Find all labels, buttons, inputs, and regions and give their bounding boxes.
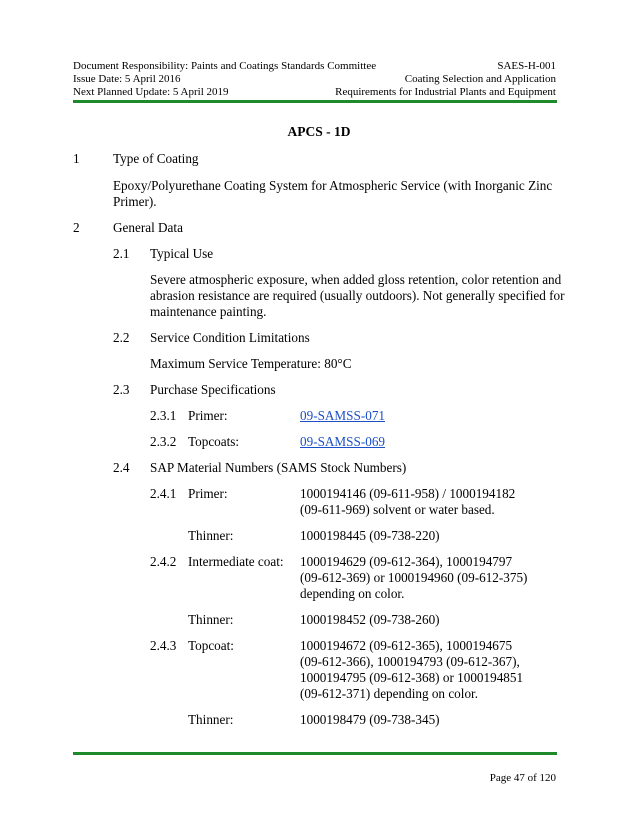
section-2-4-3-line1: 1000194672 (09-612-365), 1000194675: [300, 638, 513, 653]
thinner-3-label: Thinner:: [188, 712, 234, 727]
section-2-2-heading: Service Condition Limitations: [150, 330, 310, 345]
thinner-1-value: 1000198445 (09-738-220): [300, 528, 440, 543]
section-2-4-1-line1: 1000194146 (09-611-958) / 1000194182: [300, 486, 516, 501]
thinner-1-label: Thinner:: [188, 528, 234, 543]
section-2-1-line2: abrasion resistance are required (usually outdoors). Not generally specified for: [150, 288, 565, 303]
section-2-3-heading: Purchase Specifications: [150, 382, 276, 397]
header-rule: [73, 100, 557, 103]
section-1-text-line1: Epoxy/Polyurethane Coating System for Atmospheric Service (with Inorganic Zinc: [113, 178, 553, 193]
section-2-4-3-number: 2.4.3: [150, 638, 177, 653]
section-2-4-2-line2: (09-612-369) or 1000194960 (09-612-375): [300, 570, 528, 585]
header-next-update: Next Planned Update: 5 April 2019: [73, 86, 229, 98]
section-2-4-heading: SAP Material Numbers (SAMS Stock Numbers): [150, 460, 407, 475]
header-issue-date: Issue Date: 5 April 2016: [73, 73, 181, 85]
section-2-3-2-label: Topcoats:: [188, 434, 240, 449]
primer-spec-link[interactable]: 09-SAMSS-071: [300, 408, 386, 423]
header-doc-number: SAES-H-001: [497, 60, 556, 72]
section-2-4-3-line2: (09-612-366), 1000194793 (09-612-367),: [300, 654, 520, 669]
section-2-3-1-label: Primer:: [188, 408, 228, 423]
section-2-1-line3: maintenance painting.: [150, 304, 267, 319]
thinner-2-label: Thinner:: [188, 612, 234, 627]
section-1-number: 1: [73, 151, 80, 166]
section-2-4-2-line1: 1000194629 (09-612-364), 1000194797: [300, 554, 513, 569]
section-2-2-text: Maximum Service Temperature: 80°C: [150, 356, 352, 371]
section-2-4-3-line4: (09-612-371) depending on color.: [300, 686, 478, 701]
section-2-4-1-number: 2.4.1: [150, 486, 177, 501]
section-2-4-2-line3: depending on color.: [300, 586, 405, 601]
section-1-heading: Type of Coating: [113, 151, 199, 166]
section-2-4-1-line2: (09-611-969) solvent or water based.: [300, 502, 495, 517]
thinner-3-value: 1000198479 (09-738-345): [300, 712, 440, 727]
page-title: APCS - 1D: [287, 124, 351, 139]
section-1-text-line2: Primer).: [113, 194, 157, 209]
section-2-1-heading: Typical Use: [150, 246, 214, 261]
section-2-3-2-number: 2.3.2: [150, 434, 177, 449]
section-2-3-number: 2.3: [113, 382, 130, 397]
section-2-number: 2: [73, 220, 80, 235]
thinner-2-value: 1000198452 (09-738-260): [300, 612, 440, 627]
topcoat-spec-link[interactable]: 09-SAMSS-069: [300, 434, 386, 449]
section-2-4-1-label: Primer:: [188, 486, 228, 501]
section-2-4-2-number: 2.4.2: [150, 554, 177, 569]
header-subject-line1: Coating Selection and Application: [404, 73, 556, 85]
section-2-1-line1: Severe atmospheric exposure, when added gloss retention, color retention and: [150, 272, 562, 287]
section-2-4-2-label: Intermediate coat:: [188, 554, 284, 569]
section-2-4-3-line3: 1000194795 (09-612-368) or 1000194851: [300, 670, 524, 685]
page-number: Page 47 of 120: [489, 772, 556, 784]
section-2-heading: General Data: [113, 220, 183, 235]
header-responsibility: Document Responsibility: Paints and Coatings Standards Committee: [73, 60, 377, 72]
section-2-3-1-number: 2.3.1: [150, 408, 177, 423]
header-subject-line2: Requirements for Industrial Plants and Equipment: [335, 86, 556, 98]
section-2-4-3-label: Topcoat:: [188, 638, 234, 653]
section-2-2-number: 2.2: [113, 330, 130, 345]
footer-rule: [73, 752, 557, 755]
section-2-4-number: 2.4: [113, 460, 130, 475]
section-2-1-number: 2.1: [113, 246, 130, 261]
